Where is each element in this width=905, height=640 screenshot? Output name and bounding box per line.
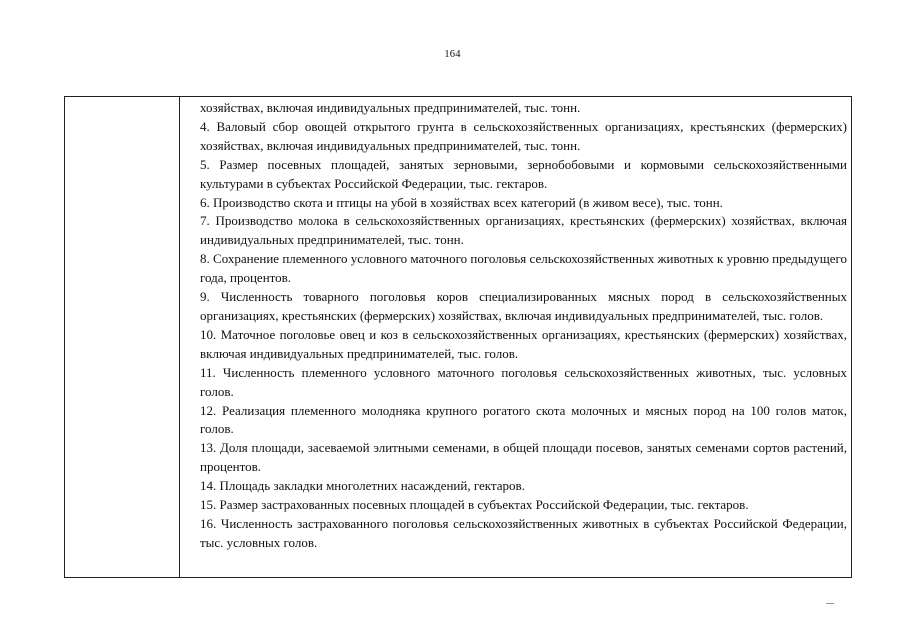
page-number: 164 [444,49,461,60]
list-item: 15. Размер застрахованных посевных площадей в субъектах Российской Федерации, тыс. гектаров. [200,497,749,513]
indicator-table [64,96,852,578]
list-item: 4. Валовый сбор овощей открытого грунта в сельскохозяйственных организациях, крестьянских (фермерских) хозяйствах, включая индивидуальных предпринимателей, тыс. тонн. [200,118,847,153]
list-item: 5. Размер посевных площадей, занятых зерновыми, зернобобовыми и кормовыми сельскохозяйственными культурами в субъектах Российской Федерации, тыс. гектаров. [200,156,847,191]
list-item: 7. Производство молока в сельскохозяйственных организациях, крестьянских (фермерских) хозяйствах, включая индивидуальных предпринимателей, тыс. тонн. [200,213,847,248]
table-left-column [65,97,180,577]
list-item: 14. Площадь закладки многолетних насаждений, гектаров. [200,478,525,494]
list-item: 9. Численность товарного поголовья коров специализированных мясных пород в сельскохозяйственных организациях, крестьянских (фермерских) хозяйствах, включая индивидуальных предпринимателей, тыс. голов. [200,289,847,323]
list-item: 6. Производство скота и птицы на убой в хозяйствах всех категорий (в живом весе), тыс. тонн. [200,194,723,210]
list-item: 11. Численность племенного условного маточного поголовья сельскохозяйственных животных, тыс. условных голов. [200,364,847,399]
list-item: 12. Реализация племенного молодняка крупного рогатого скота молочных и мясных пород на 100 голов маток, голов. [200,402,847,437]
list-item: 16. Численность застрахованного поголовья сельскохозяйственных животных в субъектах Российской Федерации, тыс. условных голов. [200,515,847,550]
indicator-list [200,99,847,553]
list-item: хозяйствах, включая индивидуальных предпринимателей, тыс. тонн. [200,100,581,115]
list-item: 10. Маточное поголовье овец и коз в сельскохозяйственных организациях, крестьянских (фермерских) хозяйствах, включая индивидуальных предпринимателей, тыс. голов. [200,326,847,361]
list-item: 13. Доля площади, засеваемой элитными семенами, в общей площади посевов, занятых семенами сортов растений, процентов. [200,440,847,475]
scan-artifact [826,603,834,604]
list-item: 8. Сохранение племенного условного маточного поголовья сельскохозяйственных животных к уровню предыдущего года, процентов. [200,251,847,286]
